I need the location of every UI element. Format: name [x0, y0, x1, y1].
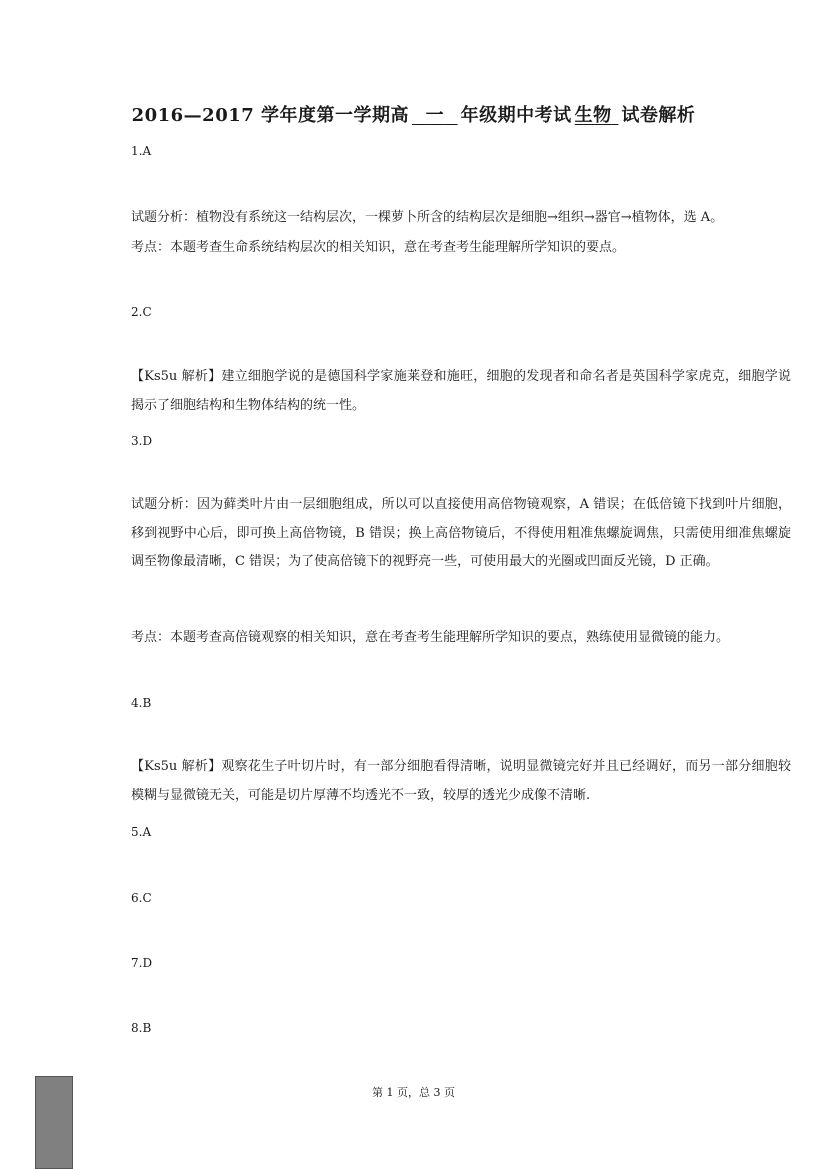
answer-2: 2.C [131, 305, 152, 319]
answer-7: 7.D [131, 956, 153, 970]
margin-bar [35, 1076, 73, 1169]
q2-analysis: 【Ks5u 解析】建立细胞学说的是德国科学家施莱登和施旺，细胞的发现者和命名者是英国科学家虎克，细胞学说揭示了细胞结构和生物体结构的统一性。 [131, 369, 791, 413]
q4-analysis: 【Ks5u 解析】观察花生子叶切片时，有一部分细胞看得清晰，说明显微镜完好并且已经调好，而另一部分细胞较模糊与显微镜无关，可能是切片厚薄不均透光不一致，较厚的透光少成像不清晰. [131, 759, 791, 803]
q3-point: 考点：本题考查高倍镜观察的相关知识，意在考查考生能理解所学知识的要点，熟练使用显微镜的能力。 [131, 630, 730, 645]
title-prefix: 2016—2017 学年度第一学期高 [131, 105, 410, 126]
answer-6: 6.C [131, 891, 152, 905]
title-suffix: 试卷解析 [621, 105, 696, 126]
title-middle: 年级期中考试 [460, 105, 572, 126]
title-grade: 一 [425, 105, 445, 126]
q3-analysis: 试题分析：因为藓类叶片由一层细胞组成，所以可以直接使用高倍物镜观察，A 错误；在低倍镜下找到叶片细胞，移到视野中心后，即可换上高倍物镜，B 错误；换上高倍物镜后，不得使用粗准焦螺旋调焦，只需使用细准焦螺旋调至物像最清晰，C 错误；为了使高倍镜下的视野亮一些，可使用最大的光圈或凹面反光镜，D 正确。 [131, 497, 791, 569]
answer-8: 8.B [131, 1021, 152, 1035]
q1-point: 考点：本题考查生命系统结构层次的相关知识，意在考查考生能理解所学知识的要点。 [131, 240, 626, 255]
title-subject: 生物 [574, 105, 612, 126]
q1-analysis: 试题分析：植物没有系统这一结构层次，一棵萝卜所含的结构层次是细胞→组织→器官→植物体，选 A。 [131, 210, 724, 225]
answer-5: 5.A [131, 825, 152, 839]
answer-4: 4.B [131, 696, 152, 710]
page-footer: 第 1 页，总 3 页 [372, 1086, 455, 1099]
answer-3: 3.D [131, 434, 153, 448]
title-subject-blank [572, 105, 622, 126]
title-grade-blank [409, 105, 461, 126]
answer-1: 1.A [131, 144, 152, 158]
document-title [0, 101, 827, 127]
